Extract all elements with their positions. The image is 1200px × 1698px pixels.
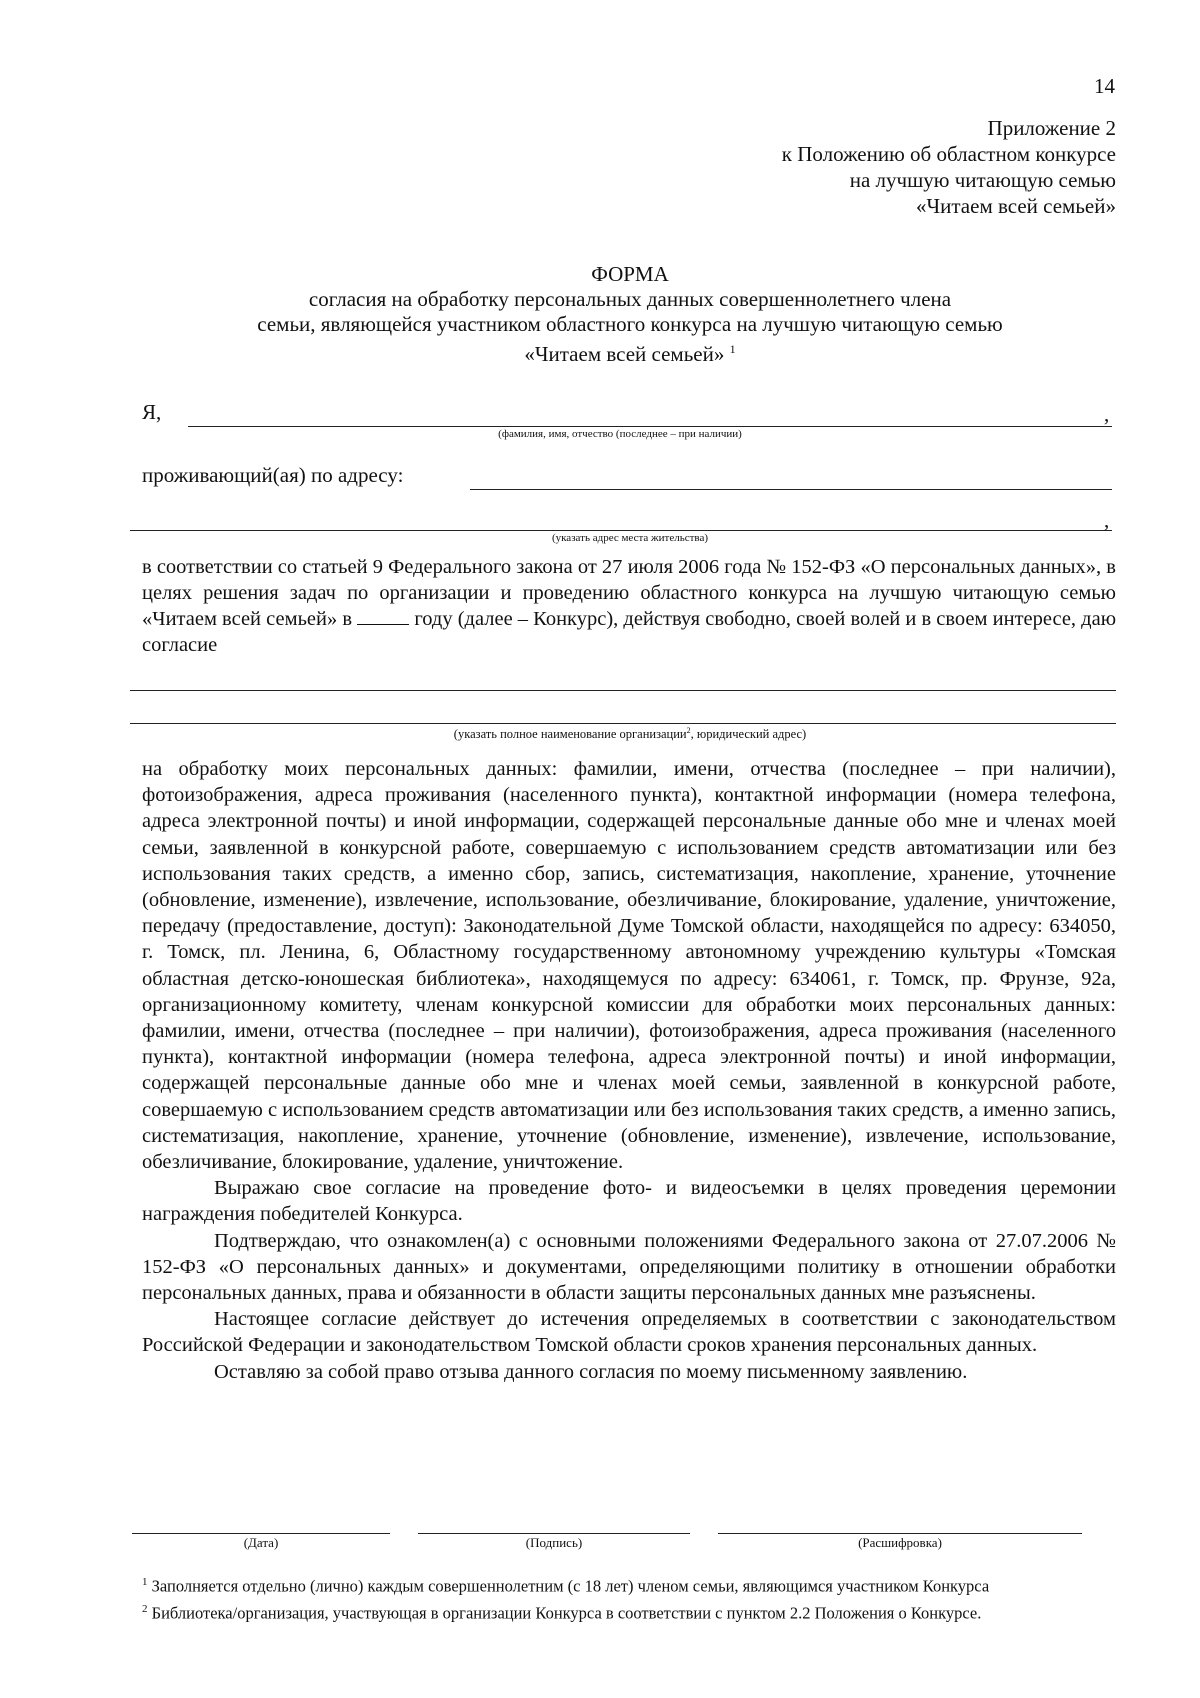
appendix-line-1: Приложение 2 <box>987 116 1116 140</box>
organization-hint: (указать полное наименование организации$^2$, юридический адрес) <box>453 726 807 742</box>
appendix-line-3: на лучшую читающую семью <box>849 168 1116 192</box>
signature-hint: (Подпись) <box>525 1535 583 1550</box>
footnote-1: $^1$ Заполняется отдельно (лично) каждым совершеннолетним (с 18 лет) членом семьи, являющимся участником Конкурса <box>142 1576 990 1596</box>
footnote-ref-2: 2 <box>686 726 691 735</box>
intro-text-1: в соответствии со статьей 9 Федерального закона от 27 июля 2006 года № 152-ФЗ «О персональных данных», в целях решения задач по организации и проведению областного конкурса на лучшую читающую семью «Читаем всей семьей» в <box>142 556 1116 630</box>
signature-input-line[interactable] <box>418 1533 690 1534</box>
address-input-line-1[interactable] <box>470 489 1112 490</box>
decode-input-line[interactable] <box>718 1533 1082 1534</box>
organization-input-line-2[interactable] <box>130 723 1116 724</box>
confirm-paragraph: Подтверждаю, что ознакомлен(а) с основными положениями Федерального закона от 27.07.2006 № 152-ФЗ «О персональных данных» и документами, определяющими политику в отношении обработки персональных данных, права и обязанности в области защиты персональных данных мне разъяснены. <box>142 1229 1116 1305</box>
date-input-line[interactable] <box>132 1533 390 1534</box>
address-label: проживающий(ая) по адресу: <box>142 463 404 487</box>
consent-paragraph: на обработку моих персональных данных: фамилии, имени, отчества (последнее – при наличии), фотоизображения, адреса проживания (населенного пункта), контактной информации (номера телефона, адреса электронной почты) и иной информации, содержащей персональные данные обо мне и членах моей семьи, заявленной в конкурсной работе, совершаемую с использованием средств автоматизации или без использования таких средств, а именно сбор, запись, систематизация, накопление, хранение, уточнение (обновление, изменение), извлечение, использование, обезличивание, блокирование, удаление, уничтожение, передачу (предоставление, доступ): Законодательной Думе Томской области, находящейся по адресу: 634050, г. Томск, пл. Ленина, 6, Областному государственному автономному учреждению культуры «Томская областная детско-юношеская библиотека», находящемуся по адресу: 634061, г. Томск, пр. Фрунзе, 92а, организационному комитету, членам конкурсной комиссии для обработки моих персональных данных: фамилии, имени, отчества (последнее – при наличии), фотоизображения, адреса проживания (населенного пункта), контактной информации (номера телефона, адреса электронной почты) и иной информации, содержащей персональные данные обо мне и членах моей семьи, заявленной в конкурсной работе, совершаемую с использованием средств автоматизации или без использования таких средств, а именно запись, систематизация, накопление, хранение, уточнение (обновление, изменение), извлечение, использование, обезличивание, блокирование, удаление, уничтожение. <box>142 758 1116 1174</box>
intro-text-2: году (далее – Конкурс), действуя свободно, своей волей и в своем интересе, даю согласие <box>142 608 1117 656</box>
footnote-2: $^2$ Библиотека/организация, участвующая в организации Конкурса в соответствии с пунктом 2.2 Положения о Конкурсе. <box>142 1602 982 1622</box>
validity-paragraph: Настоящее согласие действует до истечения определяемых в соответствии с законодательством Российской Федерации и законодательством Томской области сроков хранения персональных данных. <box>142 1308 1116 1357</box>
name-label: Я, <box>142 400 162 424</box>
address-comma: , <box>1104 508 1110 532</box>
appendix-line-2: к Положению об областном конкурсе <box>781 142 1116 166</box>
form-title-line-2: семьи, являющейся участником областного конкурса на лучшую читающую семью <box>257 312 1003 336</box>
footnotes <box>142 1572 1116 1625</box>
decode-hint: (Расшифровка) <box>858 1535 942 1550</box>
form-title-line-3: «Читаем всей семьей» $^1$ <box>524 342 736 366</box>
name-comma: , <box>1104 402 1110 426</box>
photo-consent-paragraph: Выражаю свое согласие на проведение фото- и видеосъемки в целях проведения церемонии награждения победителей Конкурса. <box>142 1177 1116 1226</box>
consent-body <box>142 756 1116 1385</box>
footnote-ref-1: 1 <box>729 342 736 356</box>
address-input-line-2[interactable] <box>130 530 1112 531</box>
name-hint: (фамилия, имя, отчество (последнее – при наличии) <box>498 428 742 440</box>
year-blank[interactable] <box>357 608 409 625</box>
page-number: 14 <box>1094 74 1115 98</box>
appendix-block <box>596 115 1116 219</box>
form-title-line-1: согласия на обработку персональных данных совершеннолетнего члена <box>308 287 952 311</box>
appendix-line-4: «Читаем всей семьей» <box>915 194 1116 218</box>
revoke-paragraph: Оставляю за собой право отзыва данного согласия по моему письменному заявлению. <box>214 1360 968 1383</box>
form-heading: ФОРМА <box>591 262 669 286</box>
form-title <box>140 262 1120 367</box>
address-hint: (указать адрес места жительства) <box>551 532 709 544</box>
date-hint: (Дата) <box>243 1535 279 1550</box>
intro-paragraph <box>142 554 1116 658</box>
organization-input-line-1[interactable] <box>130 690 1116 691</box>
name-input-line[interactable] <box>188 426 1112 427</box>
